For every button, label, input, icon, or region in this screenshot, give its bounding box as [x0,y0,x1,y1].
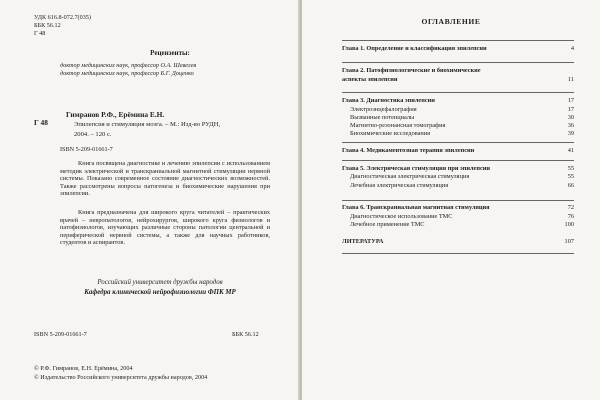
copyright-authors: © Р.Ф. Гимранов, Е.Н. Ерёмина, 2004 [34,365,133,372]
toc-entry-text: Глава 5. Электрическая стимуляция при эпилепсии [342,165,491,172]
toc-entry-text: Глава 6. Транскраниальная магнитная стимуляция [342,204,490,211]
toc-entry-text: Диагностическое использование ТМС [350,213,453,220]
toc-entry-text: Лечебная электрическая стимуляция [350,182,449,189]
toc-page-number: 36 [567,122,574,129]
toc-section-row [342,172,574,181]
right-page [302,0,600,400]
toc-chapter-row [342,96,574,105]
toc-section-row [342,220,574,229]
toc-page-number: 100 [564,221,574,228]
toc-entry-text: Глава 3. Диагностика эпилепсии [342,97,435,104]
toc-chapter-row [342,237,574,246]
toc-chapter-row [342,44,574,53]
annotation-paragraph-1: Книга посвящена диагностике и лечению эпилепсии с использованием методик электрической и транскраниальной магнитной стимуляции нервной системы. Показано современное состояние диагностических возможностей. Также рассмотрены вопросы патогенеза и биохимические нарушения при эпилепсии. [60,160,270,198]
isbn-top: ISBN 5-209-01661-7 [60,146,113,153]
divider [342,62,574,63]
toc-section-row [342,129,574,138]
toc-chapter-row [342,66,574,75]
reviewer-2: доктор медицинских наук, профессор Б.Г. Доценко [60,70,194,77]
toc-page-number: 17 [567,97,574,104]
isbn-bottom: ISBN 5-209-01661-7 [34,331,87,338]
toc-page-number: 41 [567,147,574,154]
department-name: Кафедра клинической нейрофизиологии ФПК МР [84,289,236,296]
bbk-code: ББК 56.12 [34,22,61,29]
toc-chapter-row [342,203,574,212]
toc-page-number: 72 [567,204,574,211]
code-margin: Г 48 [34,118,48,127]
annotation-paragraph-2: Книга предназначена для широкого круга читателей – практических врачей – невропатологов, нейрохирургов, широкого круга физиологов и патофизиологов, изучающих различные стороны патологии центральной и периферической нервной системы, а также для научных работников, студентов и аспирантов. [60,209,270,247]
toc-page-number: 55 [567,165,574,172]
authors: Гимранов Р.Ф., Ерёмина Е.Н. [66,110,165,119]
toc-page-number: 76 [567,213,574,220]
author-code: Г 48 [34,30,46,37]
toc-page-number: 55 [567,173,574,180]
title-line-2: 2004. – 120 с. [74,131,112,138]
toc-title: ОГЛАВЛЕНИЕ [421,17,481,26]
toc-entry-text: Диагностическая электрическая стимуляция [350,173,470,180]
divider [342,200,574,201]
copyright-publisher: © Издательство Российского университета дружбы народов, 2004 [34,374,208,381]
toc-entry-text: Электроэнцефалография [350,106,417,113]
toc-page-number: 4 [570,45,574,52]
reviewers-title: Рецензенты: [150,49,190,57]
toc-entry-text: аспекты эпилепсии [342,76,398,83]
udk-code: УДК 616.8-072.7(035) [34,14,91,21]
toc-entry-text: ЛИТЕРАТУРА [342,238,384,245]
toc-entry-text: Лечебное применение ТМС [350,221,425,228]
toc-chapter-row [342,75,574,84]
divider [342,142,574,143]
divider [342,40,574,41]
toc-entry-text: Магнитно-резонансная томография [350,122,446,129]
reviewer-1: доктор медицинских наук, профессор О.А. Шевелев [60,62,197,69]
toc-page-number: 66 [567,182,574,189]
toc-page-number: 30 [567,114,574,121]
toc-entry-text: Биохимические исследования [350,130,431,137]
toc-entry-text: Глава 4. Медикаментозная терапия эпилепсии [342,147,475,154]
toc-section-row [342,181,574,190]
toc-entry-text: Глава 2. Патофизиологические и биохимические [342,67,481,74]
bbk-bottom: ББК 56.12 [232,331,259,338]
toc-entry-text: Вызванные потенциалы [350,114,415,121]
toc-chapter-row [342,146,574,155]
toc-page-number: 107 [564,238,574,245]
divider [342,92,574,93]
toc-page-number: 11 [567,76,574,83]
title-line-1: Эпилепсия и стимуляция мозга. – М.: Изд-во РУДН, [74,121,221,128]
divider [342,160,574,161]
toc-page-number: 17 [567,106,574,113]
toc-page-number: 39 [567,130,574,137]
university-name: Российский университет дружбы народов [97,279,223,286]
toc-entry-text: Глава 1. Определение и классификация эпилепсии [342,45,487,52]
divider [342,253,574,254]
